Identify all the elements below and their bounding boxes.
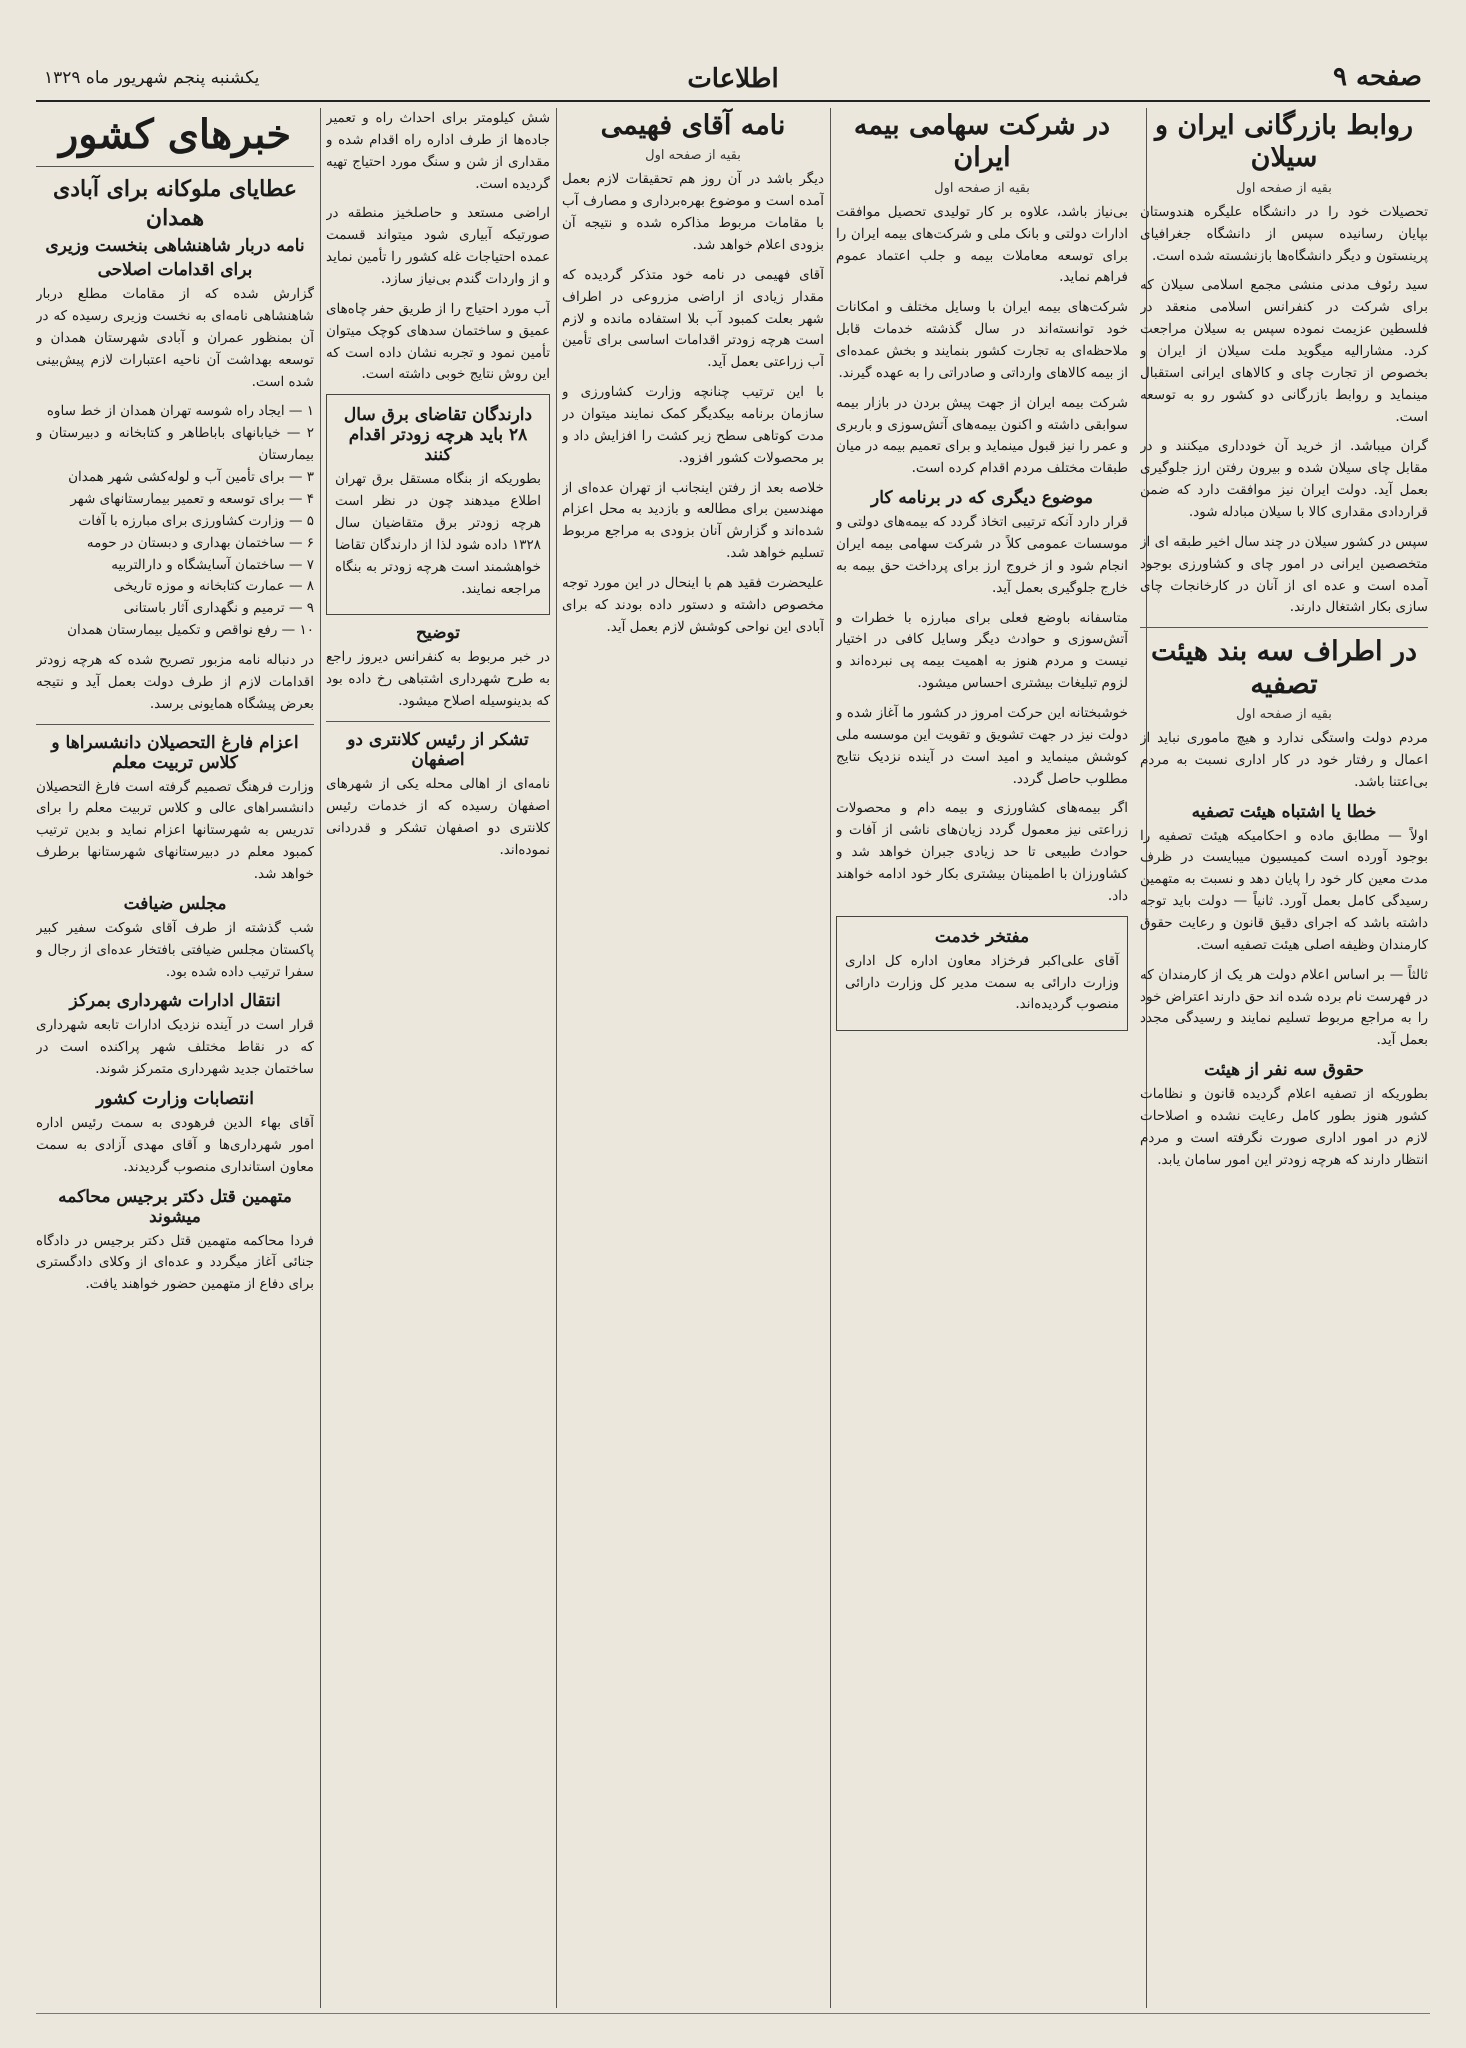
article-subheading: متهمین قتل دکتر برجیس محاکمه میشوند [58, 1186, 292, 1227]
section-rule [1140, 627, 1428, 628]
article-paragraph: علیحضرت فقید هم با اینحال در این مورد توجه مخصوص داشته و دستور داده بودند که برای آبادی این نواحی کوشش لازم بعمل آید. [562, 575, 824, 635]
column-divider [830, 108, 831, 2008]
list-item: ۱ — ایجاد راه شوسه تهران همدان از خط ساوه [46, 403, 314, 420]
news-box [326, 394, 550, 615]
article-headline: در اطراف سه بند هیئت تصفیه [1150, 636, 1418, 700]
article-paragraph: قرار دارد آنکه ترتیبی اتخاذ گردد که بیمه‌های دولتی و موسسات عمومی کلاً در شرکت سهامی بیمه ایران انجام شود و از خروج ارز برای پرداخت حق بیمه به خارج جلوگیری بعمل آید. [836, 514, 1128, 596]
box-title: مفتخر خدمت [934, 926, 1030, 947]
continued-note: بقیه از صفحه اول [1236, 180, 1332, 196]
article-paragraph: شرکت‌های بیمه ایران با وسایل مختلف و امکانات خود توانسته‌اند در سال گذشته خدمات قابل ملاحظه‌ای به تجارت کشور بنمایند و بخش عمده‌ای از بیمه کالاهای وارداتی و صادراتی را به عهده گیرند. [836, 299, 1128, 381]
list-item: ۶ — ساختمان بهداری و دبستان در حومه [86, 534, 314, 551]
article-paragraph: بطوریکه از تصفیه اعلام گردیده قانون و نظامات کشور هنوز بطور کامل رعایت نشده و اصلاحات لازم در امور اداری صورت نگرفته است و مردم انتظار دارند که هرچه زودتر این امور سامان یابد. [1140, 1086, 1428, 1168]
list-item: ۷ — ساختمان آسایشگاه و دارالتربیه [111, 556, 314, 573]
section-rule [36, 724, 314, 725]
article-paragraph: خوشبختانه این حرکت امروز در کشور ما آغاز شده و دولت نیز در جهت تشویق و تقویت این موسسه ملی کوشش مینماید و امید است در آینده نزدیک نتایج مطلوب حاصل گردد. [836, 704, 1128, 787]
column-fahimi-letter [562, 108, 824, 2008]
list-item: ۹ — ترمیم و نگهداری آثار باستانی [123, 600, 314, 617]
article-paragraph: اولاً — مطابق ماده و احکامیکه هیئت تصفیه را بوجود آورده است کمیسیون میبایست در ظرف مدت معین کار خود را پایان دهد و نسبت به متهمین رسیدگی کامل بعمل آورد. ثانیاً — دولت باید توجه داشته باشد که اجرای دقیق قانون و رعایت حقوق کارمندان وظیفه اصلی هیئت تصفیه است. [1140, 827, 1428, 953]
article-paragraph: اگر بیمه‌های کشاورزی و بیمه دام و محصولات زراعتی نیز معمول گردد زیان‌های ناشی از آفات و حوادث طبیعی تا حد زیادی جبران خواهد شد و کشاورزان با اطمینان بیشتری بکار خود ادامه خواهند داد. [836, 800, 1128, 904]
list-item: ۱۰ — رفع نواقص و تکمیل بیمارستان همدان [67, 622, 314, 639]
column-divider [320, 108, 321, 2008]
article-paragraph: متاسفانه باوضع فعلی برای مبارزه با خطرات و آتش‌سوزی و حوادث دیگر وسایل کافی در اختیار نیست و مردم هنوز به اهمیت بیمه پی نبرده‌اند و لزوم تبلیغات بیشتری احساس میشود. [836, 609, 1128, 692]
column-national-news [36, 108, 314, 2008]
article-paragraph: شرکت بیمه ایران از جهت پیش بردن در بازار بیمه سوابقی داشته و اکنون بیمه‌های آتش‌سوزی و باربری و عمر را نیز قبول مینماید و برای تعمیم بیمه در میان طبقات مختلف مردم اقدام کرده است. [836, 394, 1128, 477]
list-item: ۵ — وزارت کشاورزی برای مبارزه با آفات [78, 512, 314, 529]
numbered-list [36, 401, 314, 641]
column-misc-news [326, 108, 550, 2008]
article-subheading: حقوق سه نفر از هیئت [1204, 1060, 1364, 1081]
article-subheading: مجلس ضیافت [123, 893, 227, 914]
article-paragraph: فردا محاکمه متهمین قتل دکتر برجیس در دادگاه جنائی آغاز میگردد و عده‌ای از وکلای دادگستری برای دفاع از متهمین حضور خواهند یافت. [36, 1232, 314, 1293]
article-paragraph: گران میباشد. از خرید آن خودداری میکنند و در مقابل چای سیلان شده و بیرون رفتن ارز جلوگیری بعمل آید. دولت ایران نیز موافقت دارد که ضمن قراردادی مقداری کالا با سیلان مبادله شود. [1140, 438, 1428, 520]
article-subheading: برای اقدامات اصلاحی [97, 260, 253, 281]
continued-note: بقیه از صفحه اول [1236, 707, 1332, 723]
article-headline: عطایای ملوکانه برای آبادی همدان [53, 176, 297, 231]
article-paragraph: در خبر مربوط به کنفرانس دیروز راجع به طرح شهرداری اشتباهی رخ داده بود که بدینوسیله اصلاح میشود. [326, 649, 550, 710]
article-paragraph: نامه‌ای از اهالی محله یکی از شهرهای اصفهان رسیده که از خدمات رئیس کلانتری دو اصفهان تشکر و قدردانی نموده‌اند. [326, 776, 550, 858]
article-paragraph: سپس در کشور سیلان در چند سال اخیر طبقه ای از متخصصین ایرانی در امور چای و کشاورزی بوجود آمده است و عده ای از آنان در کارخانجات چای سازی بکار اشتغال دارند. [1140, 533, 1428, 616]
article-subheading: نامه دربار شاهنشاهی بنخست وزیری [45, 236, 305, 257]
article-paragraph: آب مورد احتیاج را از طریق حفر چاه‌های عمیق و ساختمان سدهای کوچک میتوان تأمین نمود و تجربه نشان داده است که این روش نتایج خوبی داشته است. [326, 300, 550, 383]
article-subheading: خطا یا اشتباه هیئت تصفیه [1191, 801, 1377, 822]
article-paragraph: سید رئوف مدنی منشی مجمع اسلامی سیلان که برای شرکت در کنفرانس اسلامی منعقد در فلسطین عزیمت نموده سپس به سیلان مراجعت کرد. مشارالیه میگوید ملت سیلان از ایران و بخصوص از تجارت چای و کالاهای ایرانی استقبال مینماید و روابط بازرگانی دو کشور رو به توسعه است. [1140, 277, 1428, 425]
article-paragraph: مردم دولت واستگی ندارد و هیچ ماموری نباید از اعمال و رفتار خود در کار اداری نسبت به مردم بی‌اعتنا باشد. [1140, 730, 1428, 790]
list-item: ۲ — خیابانهای باباطاهر و کتابخانه و دبیرستان و بیمارستان [36, 425, 314, 464]
article-headline: در شرکت سهامی بیمه ایران [853, 110, 1111, 174]
box-body: بطوریکه از بنگاه مستقل برق تهران اطلاع میدهند چون در نظر است هرچه زودتر برق متقاضیان سال ۱۳۲۸ داده شود لذا از دارندگان تقاضا خواهشمند است هرچه زودتر به بنگاه مراجعه نمایند. [335, 471, 541, 597]
column-divider [556, 108, 557, 2008]
box-body: آقای علی‌اکبر فرخزاد معاون اداره کل اداری وزارت دارائی به سمت مدیر کل وزارت دارائی منصوب گردیده‌اند. [845, 952, 1119, 1013]
continued-note: بقیه از صفحه اول [934, 180, 1030, 196]
article-headline: روابط بازرگانی ایران و سیلان [1154, 110, 1414, 174]
article-paragraph: آقای بهاء الدین فرهودی به سمت رئیس اداره امور شهرداری‌ها و آقای مهدی آزادی به سمت معاون استانداری منصوب گردیدند. [36, 1114, 314, 1175]
footer-rule [36, 2013, 1430, 2014]
article-subheading: انتقال ادارات شهرداری بمرکز [69, 991, 281, 1012]
article-paragraph: بی‌نیاز باشد، علاوه بر کار تولیدی تحصیل موافقت ادارات دولتی و بانک ملی و شرکت‌های بیمه ایران را برای توسعه معاملات بیمه و جلب اعتماد عموم فراهم نماید. [836, 203, 1128, 286]
column-insurance [836, 108, 1128, 2008]
news-box [836, 916, 1128, 1032]
article-headline: نامه آقای فهیمی [600, 110, 786, 141]
article-paragraph: اراضی مستعد و حاصلخیز منطقه در صورتیکه آبیاری شود میتواند قسمت عمده احتیاجات غله کشور را تأمین نماید و از واردات گندم بی‌نیاز سازد. [326, 205, 550, 288]
article-paragraph: قرار است در آینده نزدیک ادارات تابعه شهرداری که در نقاط مختلف شهر پراکنده است در ساختمان جدید شهرداری متمرکز شوند. [36, 1017, 314, 1078]
list-item: ۳ — برای تأمین آب و لوله‌کشی شهر همدان [68, 469, 314, 486]
column-trade-relations [1140, 108, 1428, 2008]
article-paragraph: خلاصه بعد از رفتن اینجانب از تهران عده‌ای از مهندسین برای مطالعه و بازدید به محل اعزام شده‌اند و گزارش آنان بزودی به مراجع مربوط تسلیم خواهد شد. [562, 479, 824, 562]
box-title: دارندگان تقاضای برق سال ۲۸ باید هرچه زودتر اقدام کنند [343, 405, 533, 466]
masthead: اطلاعات [687, 64, 779, 94]
article-subheading: انتصابات وزارت کشور [96, 1088, 254, 1109]
list-item: ۴ — برای توسعه و تعمیر بیمارستانهای شهر [70, 490, 314, 507]
list-item: ۸ — عمارت کتابخانه و موزه تاریخی [113, 578, 314, 595]
article-paragraph: با این ترتیب چنانچه وزارت کشاورزی و سازمان برنامه بیکدیگر کمک نمایند میتوان در مدت کوتاهی سطح زیر کشت را افزایش داد و بر محصولات کشور افزود. [562, 384, 824, 466]
article-paragraph: تحصیلات خود را در دانشگاه علیگره هندوستان بپایان رسانیده سپس از دانشگاه جغرافیای پرینستون و دیگر دانشگاه‌ها بازنشسته شده است. [1140, 203, 1428, 264]
section-rule [326, 721, 550, 722]
article-paragraph: وزارت فرهنگ تصمیم گرفته است فارغ التحصیلان دانشسراهای عالی و کلاس تربیت معلم را برای تدریس به شهرستانها اعزام نماید و بدین ترتیب کمبود معلم در دبیرستانهای شهرستانها برطرف خواهد شد. [36, 778, 314, 882]
article-subheading: اعزام فارغ التحصیلان دانشسراها و کلاس تربیت معلم [51, 732, 299, 773]
article-paragraph: شش کیلومتر برای احداث راه و تعمیر جاده‌ها از طرف اداره راه اقدام شده و مقداری از شن و سنگ مورد احتیاج تهیه گردیده است. [326, 110, 550, 192]
page-header [36, 58, 1430, 102]
article-paragraph: دیگر باشد در آن روز هم تحقیقات لازم بعمل آمده است و موضوع بهره‌برداری و مصارف آب با مقامات مربوط مذاکره شده و نتیجه آن بزودی اعلام خواهد شد. [562, 171, 824, 253]
page-number: صفحه ۹ [1333, 62, 1422, 92]
article-paragraph: ثالثاً — بر اساس اعلام دولت هر یک از کارمندان که در فهرست نام برده شده اند حق دارند اعتراض خود را به مراجع مربوط تسلیم نمایند و رسیدگی مجدد بعمل آید. [1140, 966, 1428, 1049]
issue-date: یکشنبه پنجم شهریور ماه ۱۳۲۹ [44, 68, 260, 88]
section-title: خبرهای کشور [36, 112, 314, 167]
article-paragraph: آقای فهیمی در نامه خود متذکر گردیده که مقدار زیادی از اراضی مزروعی در اطراف شهر بعلت کمبود آب بلا استفاده مانده و لازم است هرچه زودتر اقدامات اساسی برای تأمین آب زراعتی بعمل آید. [562, 266, 824, 371]
continued-note: بقیه از صفحه اول [645, 148, 741, 164]
article-subheading: موضوع دیگری که در برنامه کار [871, 488, 1093, 509]
article-subheading: تشکر از رئیس کلانتری دو اصفهان [347, 730, 529, 771]
article-subheading: توضیح [415, 623, 461, 644]
article-paragraph: شب گذشته از طرف آقای شوکت سفیر کبیر پاکستان مجلس ضیافتی بافتخار عده‌ای از رجال و سفرا ترتیب داده شده بود. [36, 919, 314, 980]
article-paragraph: در دنباله نامه مزبور تصریح شده که هرچه زودتر اقدامات لازم از طرف دولت بعمل آید و نتیجه بعرض پیشگاه همایونی برسد. [36, 651, 314, 712]
article-paragraph: گزارش شده که از مقامات مطلع دربار شاهنشاهی نامه‌ای به نخست وزیری رسیده که در آن بمنظور عمران و آبادی شهرستان همدان و توسعه بهداشت آن ناحیه اعتبارات لازم پیش‌بینی شده است. [36, 286, 314, 390]
